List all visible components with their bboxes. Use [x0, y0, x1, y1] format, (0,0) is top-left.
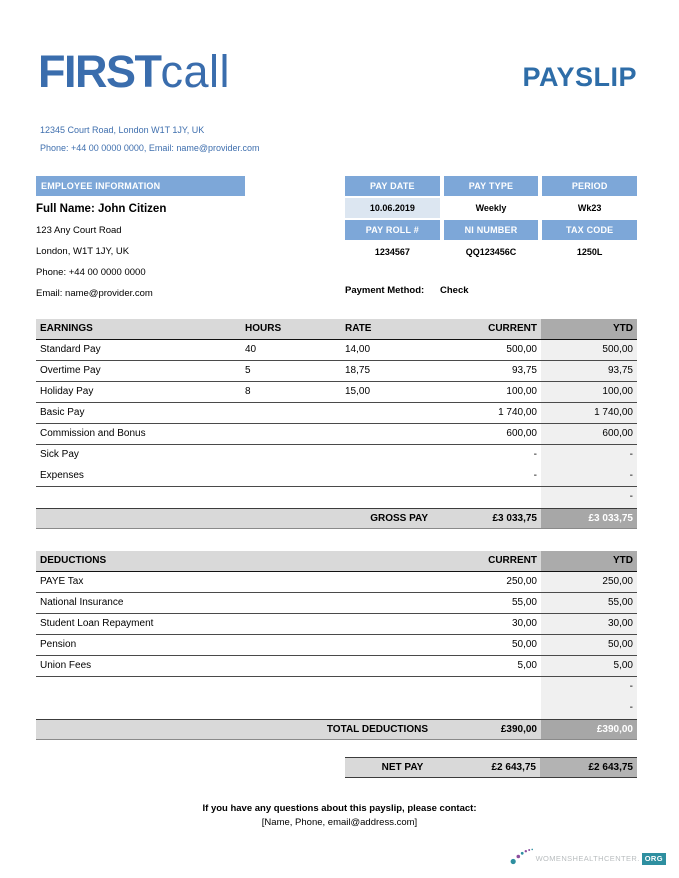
earning-rate [345, 445, 461, 466]
net-pay-label: NET PAY [381, 762, 424, 773]
earning-ytd: 100,00 [541, 382, 637, 402]
deduction-label: Union Fees [40, 660, 92, 671]
earning-label: Overtime Pay [40, 365, 101, 376]
deduction-label: Pension [40, 639, 77, 650]
table-row [36, 466, 637, 487]
earning-current: 93,75 [511, 365, 537, 376]
earning-rate [345, 403, 461, 423]
logo-call-text: call [160, 46, 231, 97]
earning-label: Commission and Bonus [40, 428, 146, 439]
earning-rate [345, 424, 461, 444]
earning-ytd: - [541, 487, 637, 508]
gross-pay-ytd: £3 033,75 [541, 509, 637, 528]
period-header: PERIOD [542, 176, 637, 196]
earning-current: 100,00 [506, 386, 537, 397]
total-deductions-current: £390,00 [500, 724, 537, 735]
pay-info-header-row-2 [345, 220, 637, 240]
table-row [36, 382, 637, 403]
company-address [40, 122, 260, 157]
employee-address-2: London, W1T 1JY, UK [36, 246, 130, 257]
deduction-current [461, 698, 541, 719]
employee-email: Email: name@provider.com [36, 288, 153, 299]
deduction-current: 55,00 [511, 597, 537, 608]
watermark-text: WOMENSHEALTHCENTER. [535, 854, 640, 863]
earning-ytd: 600,00 [541, 424, 637, 444]
earning-current: - [533, 449, 537, 460]
deduction-label [36, 698, 461, 719]
earning-ytd: 1 740,00 [541, 403, 637, 423]
company-contact-line: Phone: +44 00 0000 0000, Email: name@provider.com [40, 142, 260, 153]
earning-ytd: 93,75 [541, 361, 637, 381]
gross-pay-label: GROSS PAY [370, 513, 428, 524]
table-row [36, 677, 637, 698]
pay-info-value-row [345, 198, 637, 218]
earning-ytd: - [541, 466, 637, 486]
deduction-ytd: 50,00 [541, 635, 637, 655]
deduction-ytd: 55,00 [541, 593, 637, 613]
table-row [36, 487, 637, 508]
deductions-header-current: CURRENT [488, 555, 537, 566]
total-deductions-row [36, 719, 637, 740]
employee-info [36, 199, 166, 304]
deduction-label: National Insurance [40, 597, 124, 608]
employee-address-1: 123 Any Court Road [36, 225, 122, 236]
gross-pay-current: £3 033,75 [492, 513, 537, 524]
payment-method-value: Check [440, 285, 469, 296]
table-row [36, 403, 637, 424]
table-row [36, 614, 637, 635]
earning-hours: 40 [245, 344, 257, 355]
earnings-table [36, 319, 637, 529]
earning-hours: 8 [245, 386, 251, 397]
tax-code-header: TAX CODE [542, 220, 637, 240]
deduction-label [36, 677, 461, 698]
earning-current [461, 487, 541, 508]
earning-hours: 5 [245, 365, 251, 376]
ni-number-header: NI NUMBER [444, 220, 539, 240]
deductions-header-row [36, 551, 637, 572]
table-row [36, 635, 637, 656]
deduction-ytd: - [541, 698, 637, 719]
earning-hours [245, 403, 345, 423]
total-deductions-label: TOTAL DEDUCTIONS [326, 724, 428, 735]
company-address-line: 12345 Court Road, London W1T 1JY, UK [40, 125, 205, 135]
earning-ytd: - [541, 445, 637, 466]
net-pay-row [345, 757, 637, 778]
earning-label: Holiday Pay [40, 386, 94, 397]
company-logo [38, 48, 230, 96]
footer-note [0, 802, 679, 830]
deduction-label: PAYE Tax [40, 576, 84, 587]
earning-hours [245, 424, 345, 444]
payroll-header: PAY ROLL # [345, 220, 440, 240]
table-row [36, 698, 637, 719]
table-row [36, 656, 637, 677]
payroll-value: 1234567 [345, 242, 440, 262]
footer-line-1: If you have any questions about this payslip, please contact: [202, 803, 477, 814]
deduction-current: 30,00 [511, 618, 537, 629]
earning-current: 500,00 [506, 344, 537, 355]
page-title: PAYSLIP [522, 62, 637, 92]
earning-label: Sick Pay [40, 449, 79, 460]
pay-info-value-row-2 [345, 242, 637, 262]
period-value: Wk23 [542, 198, 637, 218]
earnings-header-label: EARNINGS [40, 323, 93, 334]
gross-pay-row [36, 508, 637, 529]
earning-rate [345, 487, 461, 508]
deduction-current: 5,00 [517, 660, 537, 671]
deductions-header-label: DEDUCTIONS [40, 555, 107, 566]
total-deductions-ytd: £390,00 [541, 720, 637, 739]
logo-first-text: FIRST [38, 46, 161, 97]
earning-label: Basic Pay [40, 407, 85, 418]
earnings-header-ytd: YTD [541, 319, 637, 339]
earning-label: Expenses [40, 470, 84, 481]
earning-current: - [533, 470, 537, 481]
pay-type-header: PAY TYPE [444, 176, 539, 196]
deduction-ytd: - [541, 677, 637, 698]
deduction-ytd: 5,00 [541, 656, 637, 676]
pay-type-value: Weekly [444, 198, 539, 218]
payment-method [345, 285, 469, 296]
table-row [36, 445, 637, 466]
ni-number-value: QQ123456C [444, 242, 539, 262]
employee-info-banner: EMPLOYEE INFORMATION [36, 176, 245, 196]
pay-info-grid [345, 176, 637, 264]
table-row [36, 361, 637, 382]
deduction-ytd: 30,00 [541, 614, 637, 634]
earning-hours [245, 466, 345, 486]
deduction-ytd: 250,00 [541, 572, 637, 592]
earning-hours [245, 487, 345, 508]
net-pay-current: £2 643,75 [491, 762, 536, 773]
earning-hours [245, 445, 345, 466]
deduction-current [461, 677, 541, 698]
table-row [36, 340, 637, 361]
footer-line-2: [Name, Phone, email@address.com] [261, 817, 418, 828]
earning-current: 600,00 [506, 428, 537, 439]
earnings-header-row [36, 319, 637, 340]
tax-code-value: 1250L [542, 242, 637, 262]
payment-method-label: Payment Method: [345, 285, 425, 296]
earning-current: 1 740,00 [498, 407, 537, 418]
earning-ytd: 500,00 [541, 340, 637, 360]
pay-date-header: PAY DATE [345, 176, 440, 196]
earnings-header-hours: HOURS [245, 323, 282, 334]
net-pay-ytd: £2 643,75 [540, 758, 637, 777]
earning-rate: 14,00 [345, 344, 371, 355]
deduction-label: Student Loan Repayment [40, 618, 154, 629]
watermark-logo [510, 847, 666, 870]
earning-rate: 18,75 [345, 365, 371, 376]
earning-rate: 15,00 [345, 386, 371, 397]
earnings-header-current: CURRENT [488, 323, 537, 334]
employee-full-name: Full Name: John Citizen [36, 203, 167, 215]
deduction-current: 250,00 [506, 576, 537, 587]
pay-date-value: 10.06.2019 [345, 198, 440, 218]
employee-phone: Phone: +44 00 0000 0000 [36, 267, 146, 278]
dots-swoosh-icon [510, 847, 534, 870]
deductions-table [36, 551, 637, 740]
deduction-current: 50,00 [511, 639, 537, 650]
earning-label [36, 487, 245, 508]
earning-rate [345, 466, 461, 486]
watermark-org-badge: ORG [642, 853, 666, 865]
earning-label: Standard Pay [40, 344, 101, 355]
table-row [36, 572, 637, 593]
pay-info-header-row [345, 176, 637, 196]
table-row [36, 424, 637, 445]
deductions-header-ytd: YTD [541, 551, 637, 571]
table-row [36, 593, 637, 614]
earnings-header-rate: RATE [345, 323, 372, 334]
